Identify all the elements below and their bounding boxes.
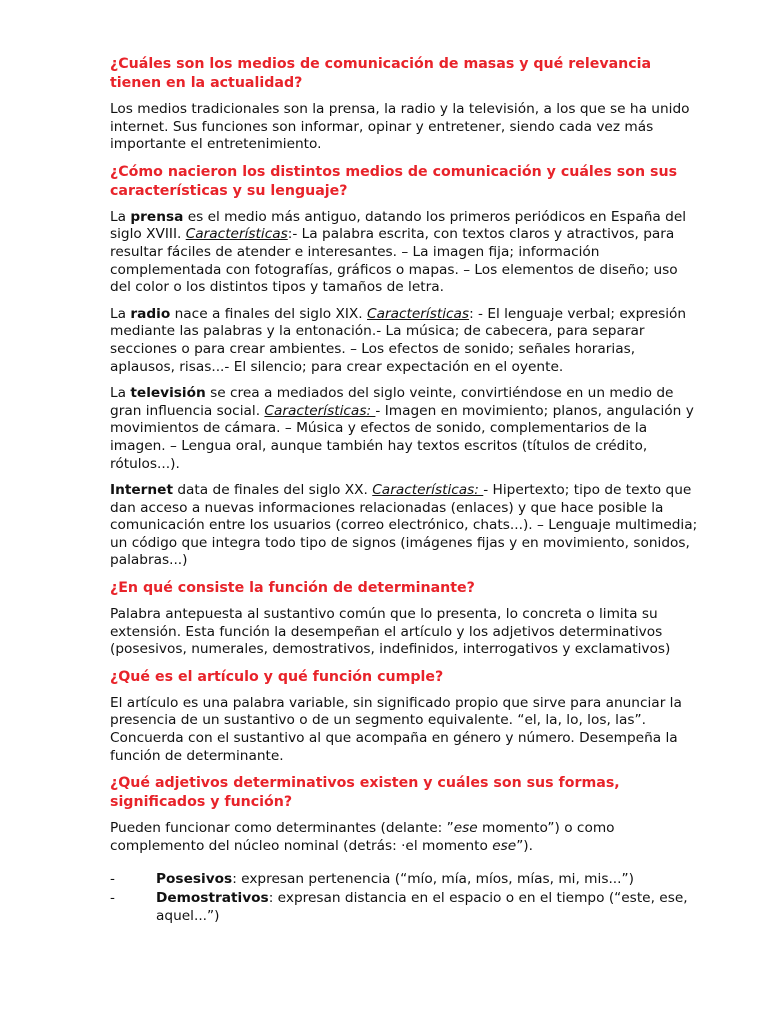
paragraph-prensa	[110, 209, 702, 297]
label-caracteristicas: Características:	[264, 402, 376, 419]
paragraph-radio	[110, 306, 702, 376]
determinativos-list	[110, 871, 702, 925]
label-caracteristicas: Características:	[372, 482, 484, 499]
text-segment: ”).	[516, 837, 534, 854]
label-caracteristicas: Características	[185, 226, 288, 243]
question-determinante: ¿En qué consiste la función de determinante?	[110, 580, 475, 597]
term-radio: radio	[130, 305, 171, 322]
answer-media-relevance: Los medios tradicionales son la prensa, la radio y la televisión, a los que se ha unido internet. Sus funciones son informar, opinar y entretener, siendo cada vez más importante el entretenimiento.	[110, 101, 690, 153]
term-prensa: prensa	[130, 208, 184, 225]
emphasis-ese: ese	[453, 820, 478, 837]
paragraph-television	[110, 385, 702, 473]
text-segment: :- La palabra escrita, con textos claros y atractivos, para resultar fáciles de atender e interesantes. – La imagen fija; información complementada con fotografías, gráficos o mapas. – Los elementos de diseño; uso del color o los distintos tipos y tamaños de letra.	[110, 226, 678, 296]
question-articulo: ¿Qué es el artículo y qué función cumple?	[110, 668, 444, 685]
list-dash: -	[110, 890, 115, 906]
text-segment: data de finales del siglo XX.	[172, 482, 373, 499]
list-item-demostrativos	[110, 890, 702, 925]
answer-articulo: El artículo es una palabra variable, sin significado propio que sirve para anunciar la presencia de un sustantivo o de un segmento equivalente. “el, la, lo, los, las”. Concuerda con el sustantivo al que acompaña en género y número. Desempeña la función de determinante.	[110, 694, 682, 764]
emphasis-ese: ese	[492, 837, 517, 854]
text-segment: momento”) o como complemento del núcleo nominal (detrás: ·el momento	[110, 820, 615, 854]
term-demostrativos: Demostrativos	[156, 890, 269, 906]
question-media-relevance: ¿Cuáles son los medios de comunicación de masas y qué relevancia tienen en la actualidad?	[110, 56, 652, 91]
text-segment: La	[110, 305, 131, 322]
text-segment: Pueden funcionar como determinantes (delante: ”	[110, 820, 454, 837]
text-segment: - Imagen en movimiento; planos, angulación y movimientos de cámara. – Música y efectos de sonido, complementarios de la imagen. – Lengua oral, aunque también hay textos escritos (títulos de crédito, rótulos...).	[110, 402, 694, 472]
answer-adjetivos-determinativos	[110, 820, 702, 855]
list-dash: -	[110, 871, 115, 888]
text-segment: - Hipertexto; tipo de texto que dan acceso a nuevas informaciones relacionadas (enlaces) y que hace posible la comunicación entre los usuarios (correo electrónico, chats...). – Lenguaje multimedia; un código que integra todo tipo de signos (imágenes fijas y en movimiento, sonidos, palabras...)	[110, 482, 698, 569]
term-television: televisión	[130, 385, 206, 402]
term-internet: Internet	[110, 482, 173, 499]
term-posesivos: Posesivos	[156, 871, 233, 888]
text-segment: nace a finales del siglo XIX.	[170, 305, 368, 322]
text-segment: La	[110, 208, 131, 225]
answer-determinante: Palabra antepuesta al sustantivo común que lo presenta, lo concreta o limita su extensión. Esta función la desempeñan el artículo y los adjetivos determinativos (posesivos, numerales, demostrativos, indefinidos, interrogativos y exclamativos)	[110, 606, 671, 658]
paragraph-internet	[110, 482, 702, 570]
text-segment: : - El lenguaje verbal; expresión mediante las palabras y la entonación.- La música; de cabecera, para separar secciones o para crear ambientes. – Los efectos de sonido; señales horarias, aplausos, risas...- El silencio; para crear expectación en el oyente.	[110, 305, 687, 375]
text-segment: La	[110, 385, 131, 402]
label-caracteristicas: Características	[367, 305, 470, 322]
question-media-origins: ¿Cómo nacieron los distintos medios de comunicación y cuáles son sus características y su lenguaje?	[110, 163, 678, 199]
text-segment: : expresan distancia en el espacio o en el tiempo (“este, ese, aquel...”)	[156, 890, 688, 924]
text-segment: : expresan pertenencia (“mío, mía, míos, mías, mi, mis...”)	[232, 871, 634, 888]
text-segment: es el medio más antiguo, datando los primeros periódicos en España del siglo XVIII.	[110, 208, 687, 243]
list-item-posesivos	[110, 871, 702, 889]
question-adjetivos-determinativos: ¿Qué adjetivos determinativos existen y cuáles son sus formas, significados y función?	[110, 775, 620, 811]
text-segment: se crea a mediados del siglo veinte, convirtiéndose en un medio de gran influencia social.	[110, 385, 674, 419]
